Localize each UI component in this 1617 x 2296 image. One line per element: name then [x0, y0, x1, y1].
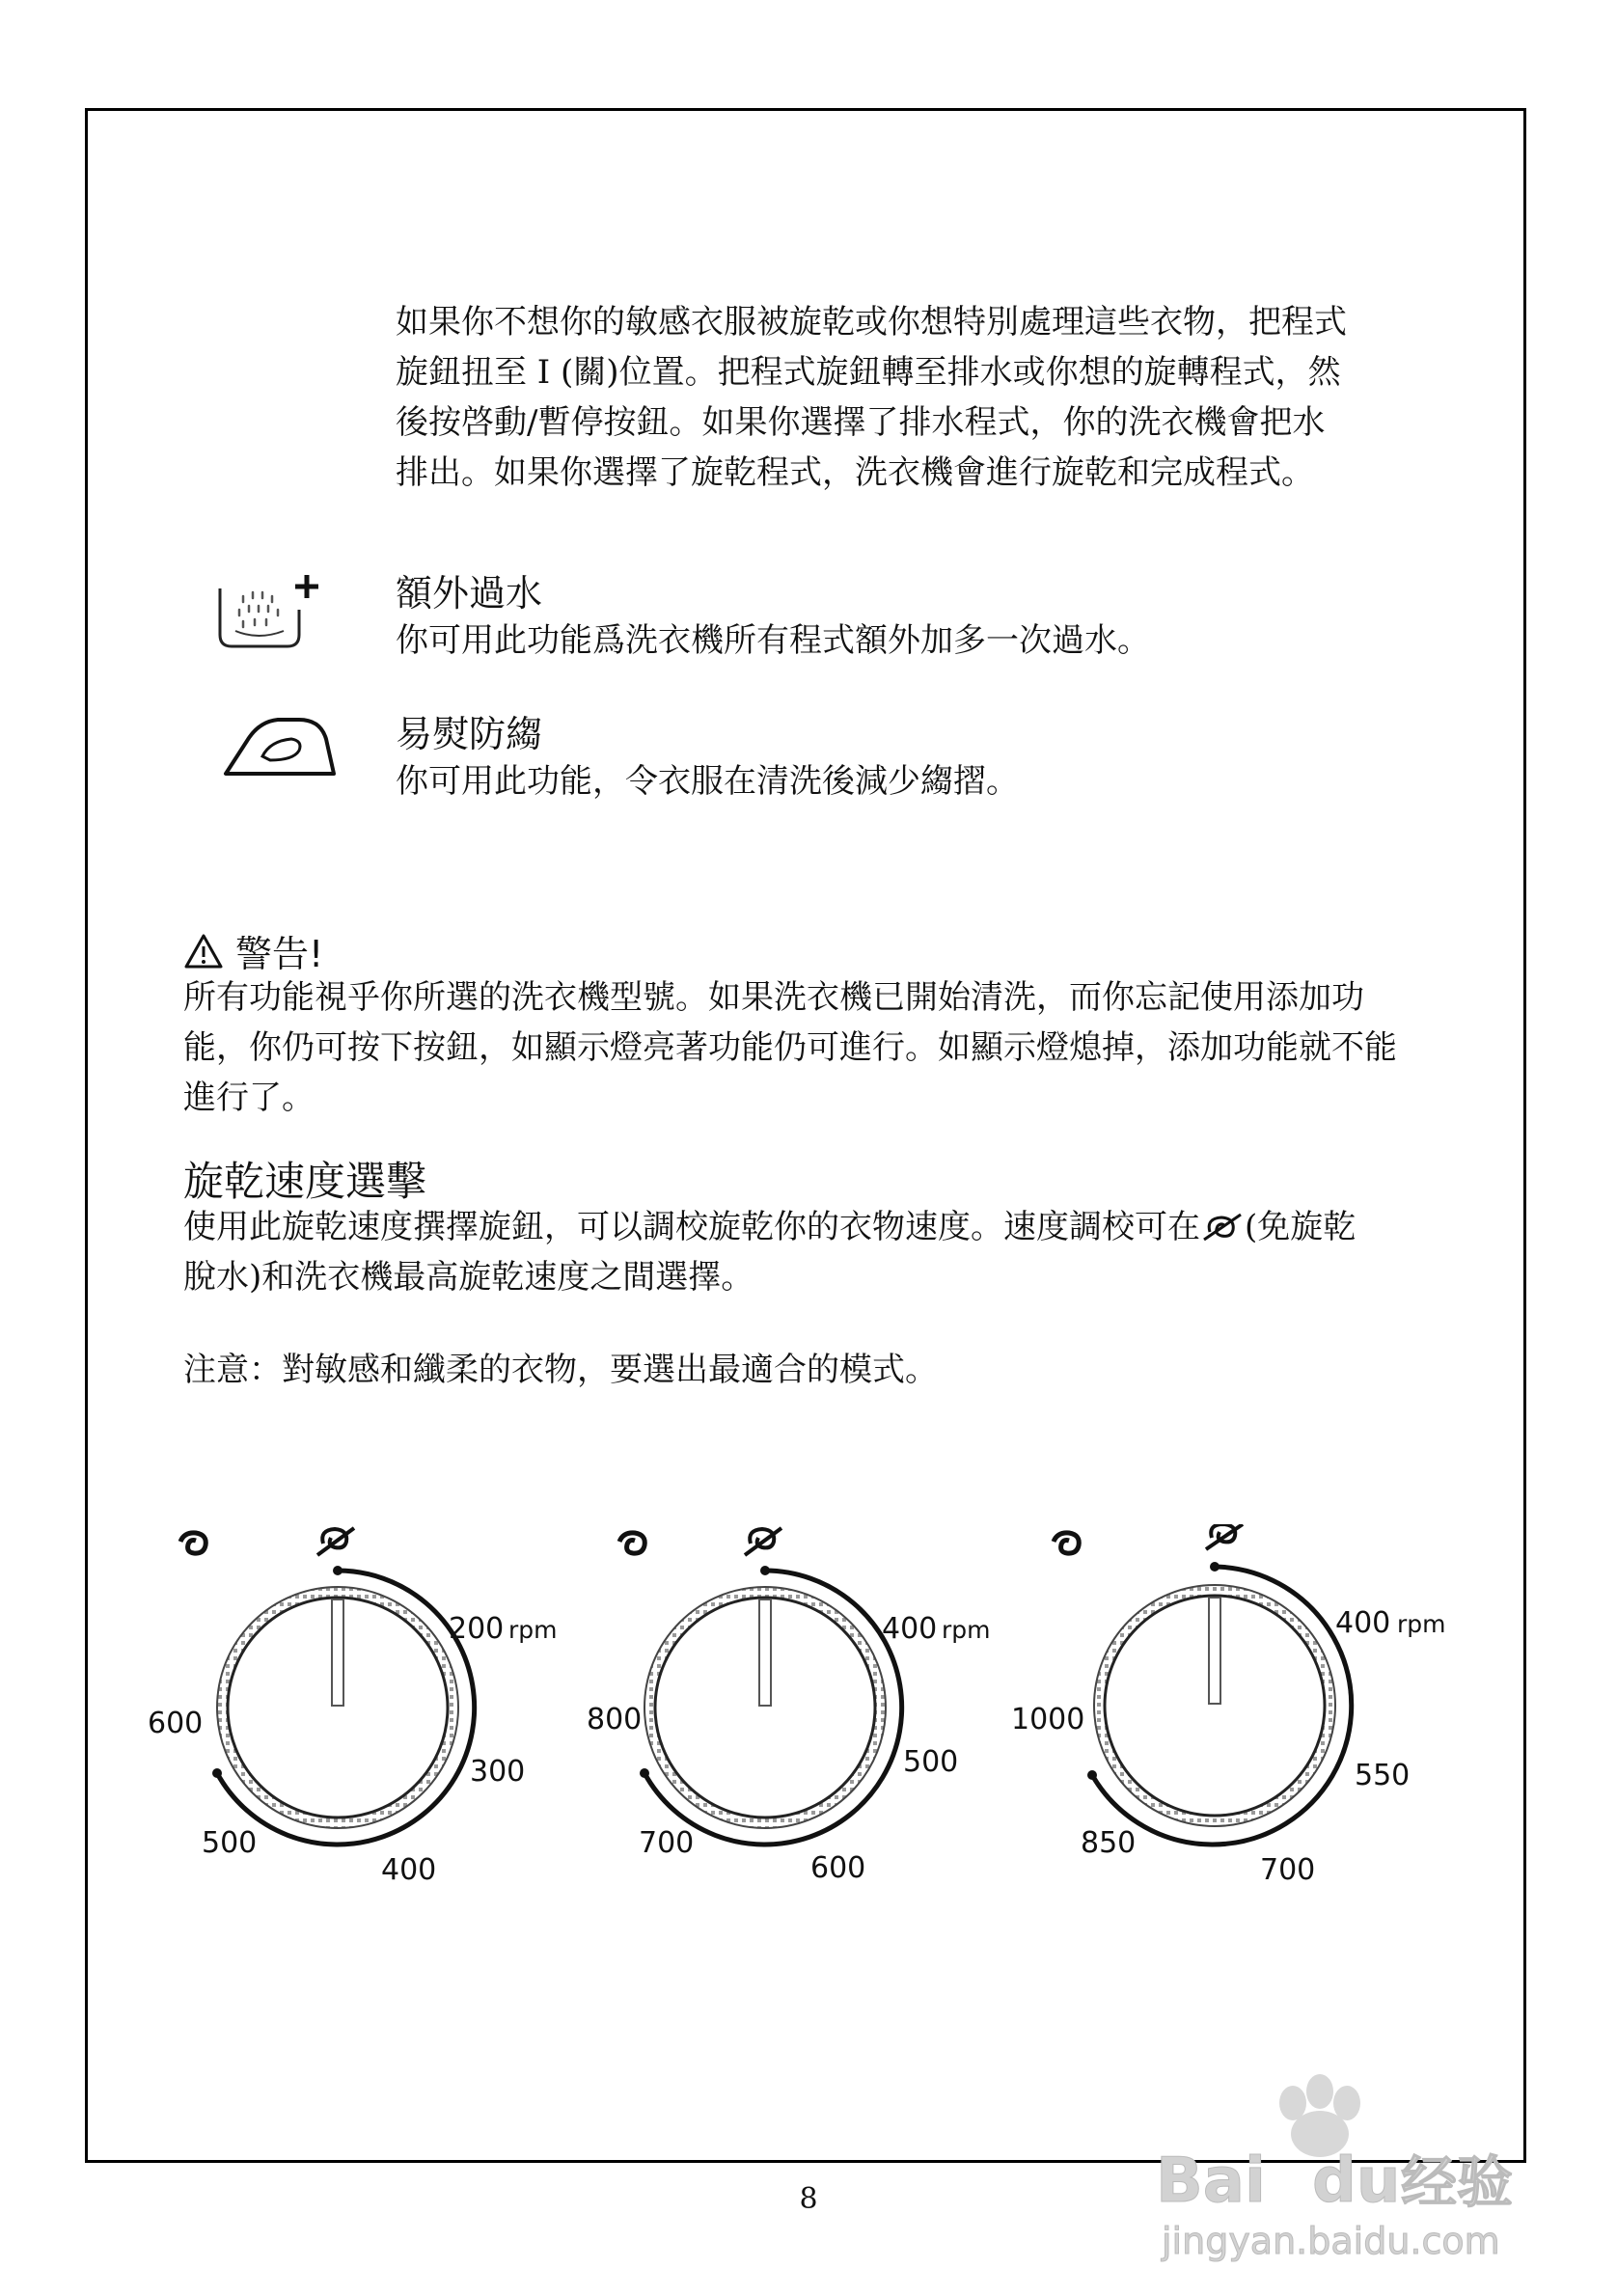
section-line: 脫水)和洗衣機最高旋乾速度之間選擇。 [183, 1258, 754, 1297]
section-title: 旋乾速度選擊 [183, 1158, 427, 1205]
intro-line: 如果你不想你的敏感衣服被旋乾或你想特別處理這些衣物，把程式 [396, 303, 1347, 342]
spin-icon [180, 1533, 206, 1553]
warning-line: 能，你仍可按下按鈕，如顯示燈亮著功能仍可進行。如顯示燈熄掉，添加功能就不能 [183, 1028, 1397, 1067]
no-spin-icon [1206, 1524, 1243, 1549]
dial-label: 200 [449, 1612, 505, 1646]
watermark-url: jingyan.baidu.com [1162, 2220, 1500, 2262]
feature-title-easy-iron: 易熨防縐 [396, 713, 543, 755]
warning-line: 進行了。 [183, 1079, 315, 1117]
dial-pointer [332, 1599, 343, 1706]
note: 注意：對敏感和纖柔的衣物，要選出最適合的模式。 [183, 1351, 938, 1389]
dial-label: 550 [1355, 1759, 1411, 1792]
dial-pointer [1209, 1598, 1220, 1704]
watermark-cn: 经验 [1401, 2149, 1514, 2215]
no-spin-icon [745, 1528, 781, 1555]
section-body [183, 1202, 1466, 1302]
dial-label: 400 [381, 1853, 437, 1887]
extra-rinse-icon [210, 571, 324, 654]
dial-label: 400 [882, 1612, 938, 1646]
dial-label: 1000 [1011, 1703, 1085, 1736]
feature-desc-easy-iron: 你可用此功能，令衣服在清洗後減少縐摺。 [396, 762, 1019, 801]
intro-line: 旋鈕扭至 I (關)位置。把程式旋鈕轉至排水或你想的旋轉程式，然 [396, 353, 1341, 392]
spin-icon [619, 1533, 644, 1553]
warning-triangle-icon [183, 933, 224, 970]
dial-label: rpm [942, 1616, 991, 1644]
dial-label: rpm [508, 1616, 558, 1644]
spin-icon [1054, 1533, 1079, 1553]
spin-dial-3 [1003, 1524, 1466, 1891]
dial-label: 500 [202, 1826, 258, 1860]
warning-line: 所有功能視乎你所選的洗衣機型號。如果洗衣機已開始清洗，而你忘記使用添加功 [183, 978, 1364, 1017]
dial-label: 850 [1081, 1826, 1137, 1860]
no-spin-icon [317, 1528, 354, 1555]
warning-body [183, 972, 1466, 1123]
spin-dial-1 [140, 1524, 584, 1891]
iron-icon [220, 712, 345, 781]
page-number: 8 [799, 2182, 818, 2216]
dial-pointer [759, 1599, 771, 1706]
warning-title: 警告! [235, 933, 324, 975]
dial-label: 600 [148, 1707, 204, 1740]
feature-title-extra-rinse: 額外過水 [396, 572, 543, 615]
baidu-watermark [1148, 2055, 1553, 2267]
dial-label: rpm [1397, 1610, 1446, 1638]
dial-label: 500 [903, 1745, 959, 1779]
dial-label: 800 [587, 1703, 643, 1736]
intro-paragraph [396, 297, 1399, 498]
no-spin-icon [1200, 1211, 1245, 1244]
spin-dial-2 [579, 1524, 1023, 1891]
feature-desc-extra-rinse: 你可用此功能爲洗衣機所有程式額外加多一次過水。 [396, 621, 1150, 660]
watermark-brand: Bai [1156, 2146, 1266, 2217]
section-line [183, 1202, 1466, 1252]
warning-heading [183, 924, 323, 977]
dial-label: 700 [1260, 1853, 1316, 1887]
intro-line: 後按啓動/暫停按鈕。如果你選擇了排水程式，你的洗衣機會把水 [396, 403, 1326, 442]
dial-label: 300 [470, 1755, 526, 1789]
dial-label: 700 [639, 1826, 695, 1860]
section-line-text: (免旋乾 [1245, 1208, 1357, 1246]
section-line-text: 使用此旋乾速度撰擇旋鈕，可以調校旋乾你的衣物速度。速度調校可在 [183, 1208, 1200, 1246]
intro-line: 排出。如果你選擇了旋乾程式，洗衣機會進行旋乾和完成程式。 [396, 453, 1314, 492]
dial-label: 400 [1335, 1606, 1391, 1640]
watermark-brand2: du [1312, 2146, 1401, 2217]
dial-label: 600 [810, 1851, 866, 1885]
